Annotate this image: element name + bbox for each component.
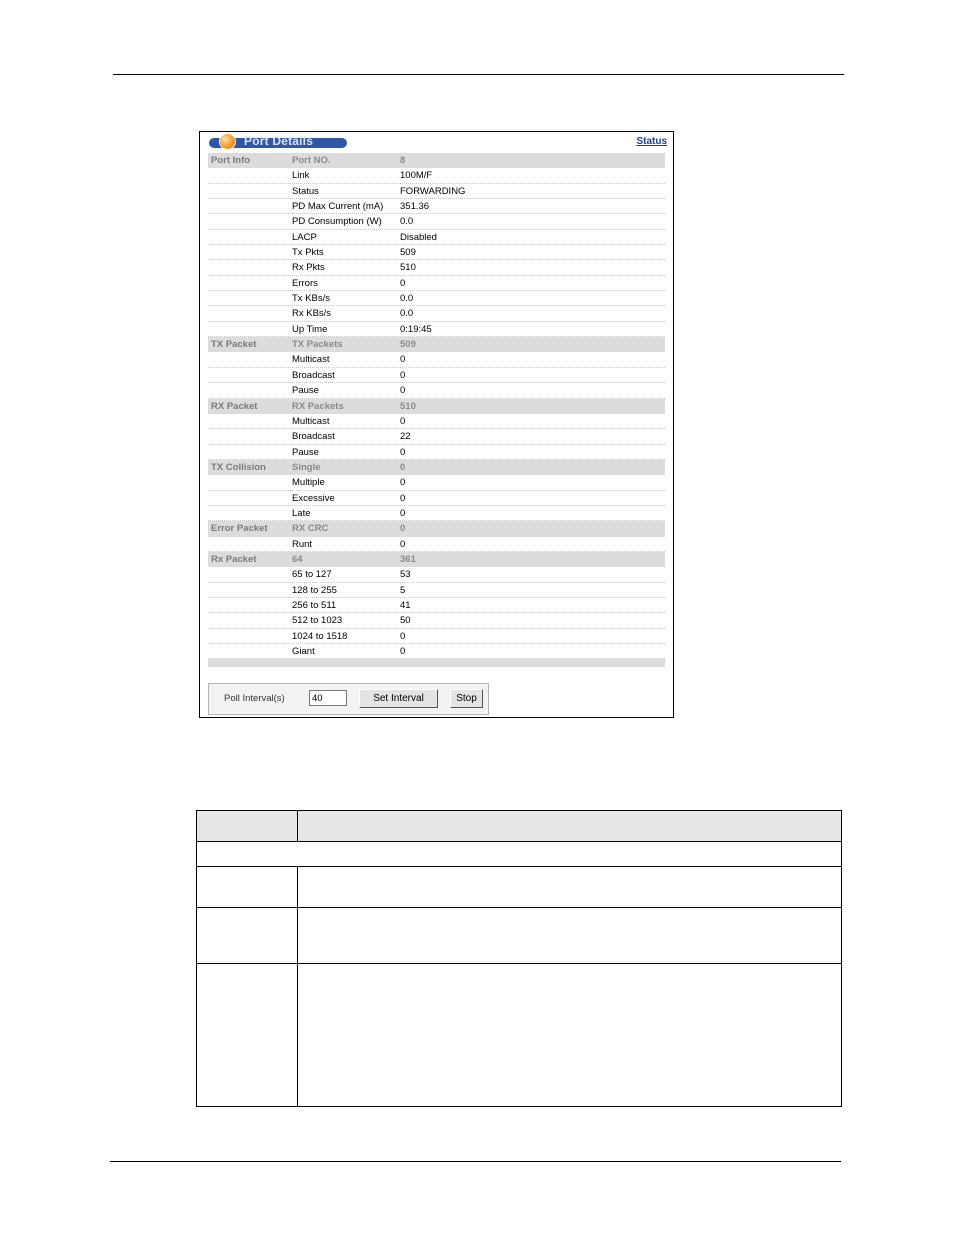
header-rule (113, 74, 844, 75)
field-value: 22 (400, 431, 411, 443)
table-row (208, 322, 665, 337)
table-header-label (197, 811, 298, 842)
table-cell (298, 964, 842, 1107)
table-row (208, 368, 665, 383)
section-name: TX Packet (211, 339, 257, 351)
table-row (208, 230, 665, 245)
section-name: TX Collision (211, 461, 266, 473)
description-table (196, 810, 842, 1107)
field-value: 0 (400, 354, 406, 366)
field-label: Late (292, 507, 311, 519)
field-label: 64 (292, 553, 303, 565)
field-label: 1024 to 1518 (292, 630, 348, 642)
table-row (208, 506, 665, 521)
field-label: Pause (292, 446, 319, 458)
field-label: LACP (292, 231, 317, 243)
table-row (208, 613, 665, 628)
field-label: Excessive (292, 492, 335, 504)
field-value: 351.36 (400, 201, 430, 213)
field-label: Giant (292, 646, 315, 657)
table-row (208, 383, 665, 398)
field-label: Single (292, 461, 321, 473)
poll-interval-input[interactable] (309, 690, 347, 706)
field-label: Link (292, 170, 310, 182)
table-row (208, 291, 665, 306)
field-value: 0 (400, 630, 406, 642)
table-row (208, 276, 665, 291)
field-value: 0.0 (400, 216, 414, 228)
field-value: 5 (400, 584, 406, 596)
status-link[interactable]: Status (636, 136, 667, 147)
table-row (208, 567, 665, 582)
field-label: 128 to 255 (292, 584, 337, 596)
port-details-grid (208, 153, 665, 667)
section-name: Rx Packet (211, 553, 257, 565)
field-value: 0 (400, 277, 406, 289)
field-value: 0 (400, 461, 406, 473)
field-label: Runt (292, 538, 313, 550)
table-row (208, 491, 665, 506)
field-label: TX Packets (292, 339, 343, 351)
table-section-row (197, 842, 842, 867)
field-value: FORWARDING (400, 185, 466, 197)
section-name: Error Packet (211, 523, 268, 535)
field-value: 361 (400, 553, 416, 565)
table-row (208, 583, 665, 598)
field-value: 0.0 (400, 308, 414, 320)
table-row (208, 475, 665, 490)
stop-button[interactable]: Stop (450, 689, 483, 708)
table-row (208, 629, 665, 644)
field-value: 53 (400, 569, 411, 581)
grid-footer (208, 659, 665, 667)
field-label: Port NO. (292, 155, 331, 166)
field-label: Broadcast (292, 369, 335, 381)
table-row (208, 352, 665, 367)
table-row (208, 184, 665, 199)
field-label: 512 to 1023 (292, 615, 343, 627)
field-value: 509 (400, 247, 416, 259)
table-row (208, 214, 665, 229)
footer-rule (110, 1161, 841, 1162)
field-value: 0 (400, 492, 406, 504)
table-row (208, 445, 665, 460)
field-label: Tx KBs/s (292, 293, 331, 305)
section-header-row (208, 153, 665, 168)
field-label: 65 to 127 (292, 569, 332, 581)
table-cell (298, 867, 842, 908)
field-value: 0 (400, 646, 406, 657)
field-value: 510 (400, 400, 416, 412)
field-label: Broadcast (292, 431, 335, 443)
field-label: Pause (292, 385, 319, 397)
field-value: 0 (400, 523, 406, 535)
field-value: 0 (400, 507, 406, 519)
field-label: PD Max Current (mA) (292, 201, 384, 213)
table-header-description (298, 811, 842, 842)
field-label: Errors (292, 277, 318, 289)
table-cell (197, 908, 298, 964)
field-label: Tx Pkts (292, 247, 324, 259)
field-label: Up Time (292, 323, 328, 335)
field-label: RX Packets (292, 400, 344, 412)
poll-interval-label: Poll Interval(s) (224, 693, 285, 704)
field-label: Status (292, 185, 319, 197)
field-label: 256 to 511 (292, 599, 337, 611)
field-value: 41 (400, 599, 411, 611)
section-header-row (208, 460, 665, 475)
field-value: Disabled (400, 231, 437, 243)
table-row (208, 306, 665, 321)
table-row (208, 598, 665, 613)
table-cell (197, 867, 298, 908)
field-value: 0.0 (400, 293, 414, 305)
table-row (208, 260, 665, 275)
field-label: PD Consumption (W) (292, 216, 382, 228)
table-row (208, 644, 665, 659)
set-interval-button[interactable]: Set Interval (359, 689, 438, 708)
field-label: Multiple (292, 477, 325, 489)
field-value: 0:19:45 (400, 323, 432, 335)
table-row (208, 429, 665, 444)
field-value: 50 (400, 615, 411, 627)
field-value: 510 (400, 262, 416, 274)
orange-ball-icon (220, 134, 235, 149)
table-row (208, 199, 665, 214)
field-value: 100M/F (400, 170, 433, 182)
table-row (208, 537, 665, 552)
field-value: 0 (400, 446, 406, 458)
section-header-row (208, 552, 665, 567)
field-value: 0 (400, 369, 406, 381)
field-value: 0 (400, 415, 406, 427)
panel-title: Port Details (244, 134, 314, 148)
port-details-screenshot (199, 131, 674, 718)
field-value: 0 (400, 385, 406, 397)
field-label: RX CRC (292, 523, 329, 535)
table-row (208, 168, 665, 183)
field-value: 0 (400, 538, 406, 550)
section-name: Port Info (211, 155, 251, 166)
table-cell (197, 964, 298, 1107)
field-label: Multicast (292, 415, 330, 427)
section-header-row (208, 521, 665, 536)
section-header-row (208, 399, 665, 414)
field-label: Rx Pkts (292, 262, 325, 274)
section-header-row (208, 337, 665, 352)
field-label: Multicast (292, 354, 330, 366)
section-name: RX Packet (211, 400, 258, 412)
table-row (208, 245, 665, 260)
field-value: 8 (400, 155, 406, 166)
field-value: 0 (400, 477, 406, 489)
field-value: 509 (400, 339, 416, 351)
poll-interval-bar (208, 683, 489, 715)
table-cell (298, 908, 842, 964)
table-row (208, 414, 665, 429)
field-label: Rx KBs/s (292, 308, 332, 320)
